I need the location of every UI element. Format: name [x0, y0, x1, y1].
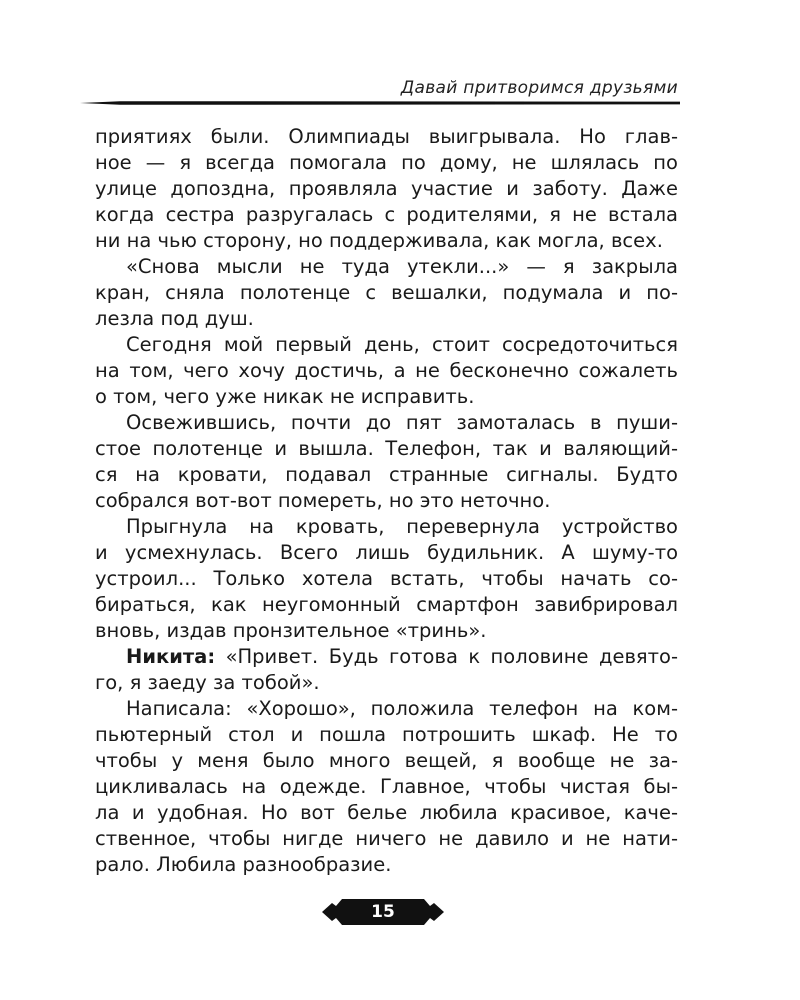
text-line: цикливалась на одежде. Главное, чтобы чистая бы-	[95, 775, 678, 798]
text-line: ни на чью сторону, но поддерживала, как могла, всех.	[95, 229, 663, 252]
paragraph-2	[95, 254, 678, 332]
page-body	[95, 124, 678, 878]
text-line: когда сестра разругалась с родителями, я не встала	[95, 203, 678, 226]
text-line: на том, чего хочу достичь, а не бесконечно сожалеть	[95, 359, 678, 382]
text-line: Сегодня мой первый день, стоит сосредоточиться	[126, 333, 678, 356]
text-line: устроил... Только хотела встать, чтобы начать со-	[95, 567, 678, 590]
text-line: вновь, издав пронзительное «тринь».	[95, 619, 487, 642]
text-line: Освежившись, почти до пят замоталась в пуши-	[126, 411, 678, 434]
text-line: приятиях были. Олимпиады выигрывала. Но глав-	[95, 125, 678, 148]
dialogue-text: «Привет. Будь готова к половине девято-	[215, 645, 678, 668]
text-line: улице допоздна, проявляла участие и заботу. Даже	[95, 177, 678, 200]
paragraph-5	[95, 514, 678, 644]
text-line: о том, чего уже никак не исправить.	[95, 385, 475, 408]
text-line: собрался вот-вот помереть, но это неточно.	[95, 489, 551, 512]
text-line: пьютерный стол и пошла потрошить шкаф. Не то	[95, 723, 678, 746]
text-line: ся на кровати, подавал странные сигналы. Будто	[95, 463, 678, 486]
text-line: бираться, как неугомонный смартфон завибрировал	[95, 593, 678, 616]
text-line: ственное, чтобы нигде ничего не давило и не нати-	[95, 827, 678, 850]
text-line: лезла под душ.	[95, 307, 254, 330]
text-line: Написала: «Хорошо», положила телефон на ком-	[126, 697, 678, 720]
text-line: «Снова мысли не туда утекли...» — я закрыла	[126, 255, 678, 278]
text-line: Прыгнула на кровать, перевернула устройство	[126, 515, 678, 538]
running-header	[80, 58, 680, 106]
page-number-badge	[322, 897, 444, 927]
speaker-name: Никита:	[126, 645, 216, 668]
paragraph-3	[95, 332, 678, 410]
text-line: стое полотенце и вышла. Телефон, так и валяющий-	[95, 437, 678, 460]
paragraph-7	[95, 696, 678, 878]
text-line: ное — я всегда помогала по дому, не шлялась по	[95, 151, 678, 174]
text-line: ла и удобная. Но вот белье любила красивое, каче-	[95, 801, 678, 824]
running-title: Давай притворимся друзьями	[400, 78, 678, 98]
text-line: и усмехнулась. Всего лишь будильник. А шуму-то	[95, 541, 678, 564]
header-rule	[80, 100, 680, 106]
paragraph-1	[95, 124, 678, 254]
paragraph-4	[95, 410, 678, 514]
text-line	[95, 644, 678, 670]
text-line: чтобы у меня было много вещей, я вообще не за-	[95, 749, 678, 772]
text-line: рало. Любила разнообразие.	[95, 853, 392, 876]
text-line: го, я заеду за тобой».	[95, 671, 320, 694]
paragraph-6-dialogue	[95, 644, 678, 696]
text-line: кран, сняла полотенце с вешалки, подумала и по-	[95, 281, 678, 304]
page-number: 15	[371, 902, 395, 922]
